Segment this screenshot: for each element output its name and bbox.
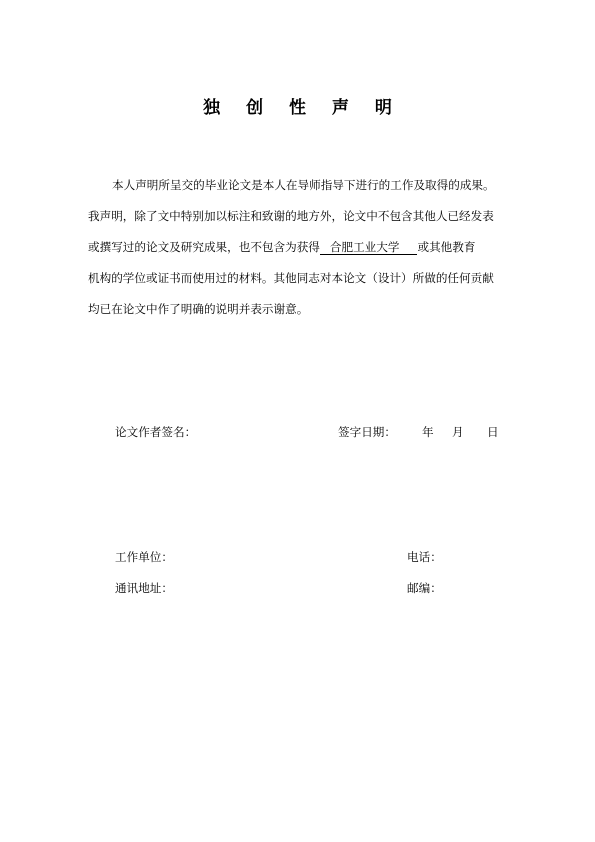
paragraph-line-2: 我声明，除了文中特别加以标注和致谢的地方外，论文中不包含其他人已经发表 [88, 209, 494, 223]
phone-label: 电话： [407, 550, 442, 564]
university-name: 合肥工业大学 [320, 240, 418, 255]
date-month-label: 月 [452, 425, 464, 439]
address-info-row [115, 580, 515, 596]
paragraph-line-3 [88, 232, 518, 263]
paragraph-line-4: 机构的学位或证书而使用过的材料。其他同志对本论文（设计）所做的任何贡献 [88, 271, 494, 285]
declaration-paragraph [88, 170, 518, 325]
work-info-row [115, 549, 515, 565]
page-title: 独 创 性 声 明 [203, 98, 402, 118]
paragraph-line-1: 本人声明所呈交的毕业论文是本人在导师指导下进行的工作及取得的成果。 [112, 178, 495, 192]
postcode-label: 邮编： [407, 581, 442, 595]
author-signature-label: 论文作者签名： [115, 425, 197, 439]
date-day-label: 日 [487, 425, 499, 439]
paragraph-line-5: 均已在论文中作了明确的说明并表示谢意。 [88, 302, 309, 316]
date-year-label: 年 [422, 425, 434, 439]
signature-row [115, 424, 515, 440]
address-label: 通讯地址： [115, 581, 173, 595]
signature-date-label: 签字日期： [338, 425, 396, 439]
paragraph-line-3-before: 或撰写过的论文及研究成果，也不包含为获得 [88, 240, 320, 254]
paragraph-line-3-after: 或其他教育 [417, 240, 476, 254]
work-unit-label: 工作单位： [115, 550, 173, 564]
